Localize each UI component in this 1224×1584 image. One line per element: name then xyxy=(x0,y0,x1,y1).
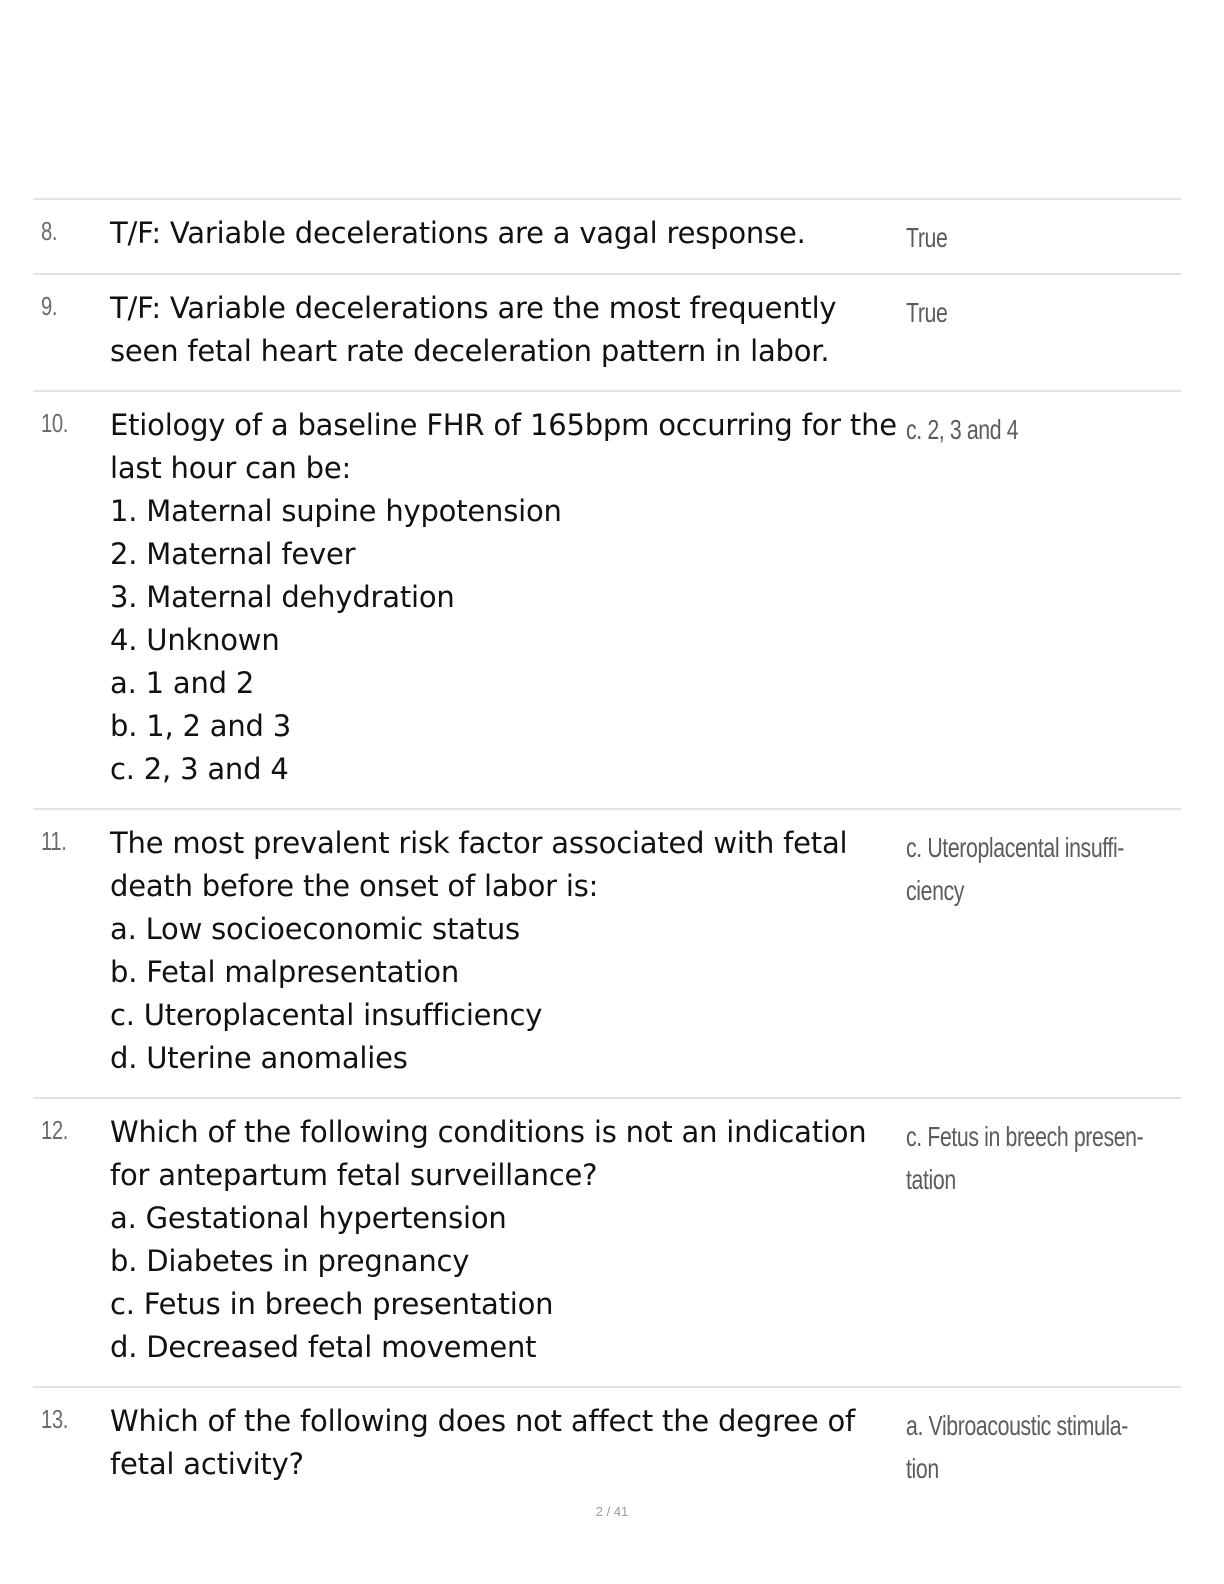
answer-line: tion xyxy=(906,1453,939,1484)
question-line: Which of the following does not affect the degree of xyxy=(110,1404,856,1438)
answer-line: True xyxy=(906,222,948,253)
option-line: b. Fetal malpresentation xyxy=(110,955,460,989)
question-line: fetal activity? xyxy=(110,1447,304,1481)
option-line: a. Gestational hypertension xyxy=(110,1201,507,1235)
answer-line: a. Vibroacoustic stimula- xyxy=(906,1410,1128,1441)
answer-text xyxy=(906,291,1172,334)
answer-line: ciency xyxy=(906,875,965,906)
question-line: Which of the following conditions is not an indication xyxy=(110,1115,867,1149)
question-line: T/F: Variable decelerations are a vagal response. xyxy=(110,216,806,250)
option-line: a. Low socioeconomic status xyxy=(110,912,520,946)
option-line: b. Diabetes in pregnancy xyxy=(110,1244,470,1278)
question-number: 8. xyxy=(41,216,58,246)
question-row-11 xyxy=(33,808,1181,1097)
question-line: Etiology of a baseline FHR of 165bpm occurring for the xyxy=(110,408,897,442)
page-indicator: 2 / 41 xyxy=(595,1504,629,1519)
question-line: death before the onset of labor is: xyxy=(110,869,599,903)
option-line: 2. Maternal fever xyxy=(110,537,356,571)
answer-text xyxy=(906,408,1172,451)
question-number: 10. xyxy=(41,408,69,438)
question-row-8 xyxy=(33,198,1181,273)
question-text xyxy=(110,212,910,255)
question-row-9 xyxy=(33,273,1181,390)
option-line: a. 1 and 2 xyxy=(110,666,255,700)
answer-line: c. Fetus in breech presen- xyxy=(906,1121,1144,1152)
question-text xyxy=(110,404,910,791)
question-line: last hour can be: xyxy=(110,451,352,485)
question-number: 13. xyxy=(41,1404,69,1434)
option-line: 1. Maternal supine hypotension xyxy=(110,494,562,528)
option-line: b. 1, 2 and 3 xyxy=(110,709,292,743)
question-list xyxy=(33,198,1181,1496)
question-number: 12. xyxy=(41,1115,69,1145)
question-row-12 xyxy=(33,1097,1181,1386)
question-row-13 xyxy=(33,1386,1181,1496)
question-number: 11. xyxy=(41,826,67,856)
option-line: c. Fetus in breech presentation xyxy=(110,1287,554,1321)
answer-line: tation xyxy=(906,1164,956,1195)
option-line: 4. Unknown xyxy=(110,623,280,657)
answer-line: True xyxy=(906,297,948,328)
option-line: 3. Maternal dehydration xyxy=(110,580,455,614)
question-row-10 xyxy=(33,390,1181,808)
question-line: The most prevalent risk factor associated with fetal xyxy=(110,826,848,860)
question-line: for antepartum fetal surveillance? xyxy=(110,1158,598,1192)
answer-text xyxy=(906,826,1172,912)
answer-text xyxy=(906,1404,1172,1490)
answer-line: c. 2, 3 and 4 xyxy=(906,414,1019,445)
question-text xyxy=(110,1111,910,1369)
answer-line: c. Uteroplacental insuffi- xyxy=(906,832,1125,863)
option-line: c. Uteroplacental insufficiency xyxy=(110,998,543,1032)
question-number: 9. xyxy=(41,291,58,321)
option-line: d. Decreased fetal movement xyxy=(110,1330,537,1364)
option-line: c. 2, 3 and 4 xyxy=(110,752,289,786)
option-line: d. Uterine anomalies xyxy=(110,1041,408,1075)
question-text xyxy=(110,822,910,1080)
question-line: seen fetal heart rate deceleration pattern in labor. xyxy=(110,334,830,368)
question-text xyxy=(110,1400,910,1486)
question-line: T/F: Variable decelerations are the most frequently xyxy=(110,291,837,325)
question-text xyxy=(110,287,910,373)
answer-text xyxy=(906,1115,1172,1201)
answer-text xyxy=(906,216,1172,259)
